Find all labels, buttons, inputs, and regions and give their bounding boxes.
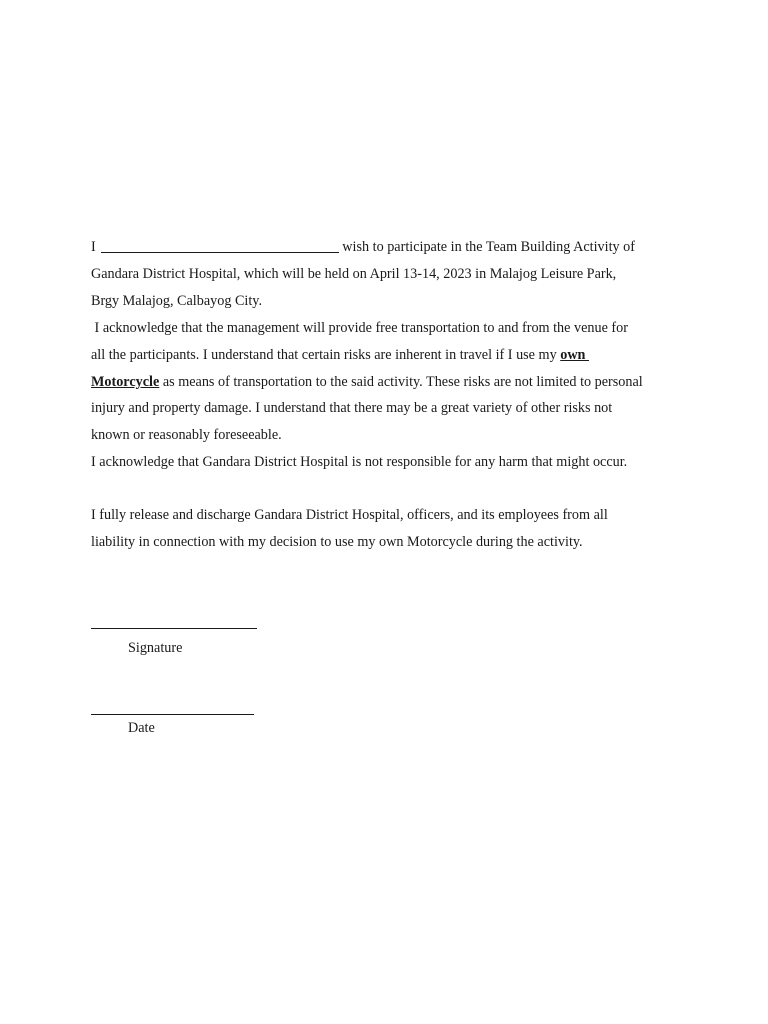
text-line	[91, 234, 691, 261]
signature-line[interactable]	[91, 628, 257, 629]
text-line: liability in connection with my decision to use my own Motorcycle during the activity.	[91, 533, 583, 550]
pronoun-text: I	[91, 239, 96, 255]
acknowledgement-paragraph	[91, 315, 691, 476]
date-line[interactable]	[91, 714, 254, 715]
text-line: known or reasonably foreseeable.	[91, 427, 282, 444]
risk-continuation-text: as means of transportation to the said activity. These risks are not limited to personal	[159, 373, 643, 390]
text-line	[91, 342, 691, 369]
signature-label: Signature	[128, 640, 183, 656]
name-blank-line[interactable]	[101, 238, 339, 253]
own-emphasis: own	[560, 346, 589, 363]
text-line: Brgy Malajog, Calbayog City.	[91, 292, 263, 309]
text-line: I fully release and discharge Gandara District Hospital, officers, and its employees from all	[91, 507, 608, 523]
text-line	[91, 369, 691, 396]
participation-paragraph	[91, 234, 691, 314]
release-paragraph	[91, 502, 691, 556]
participation-text: wish to participate in the Team Building Activity of	[342, 239, 635, 255]
risk-text: all the participants. I understand that certain risks are inherent in travel if I use my	[91, 346, 557, 363]
text-line: injury and property damage. I understand that there may be a great variety of other risks not	[91, 400, 613, 417]
text-line: I acknowledge that the management will provide free transportation to and from the venue for	[91, 320, 628, 336]
motorcycle-emphasis: Motorcycle	[91, 373, 160, 390]
text-line: Gandara District Hospital, which will be held on April 13-14, 2023 in Malajog Leisure Park,	[91, 265, 617, 282]
date-label: Date	[128, 720, 155, 736]
text-line: I acknowledge that Gandara District Hospital is not responsible for any harm that might occur.	[91, 453, 628, 470]
